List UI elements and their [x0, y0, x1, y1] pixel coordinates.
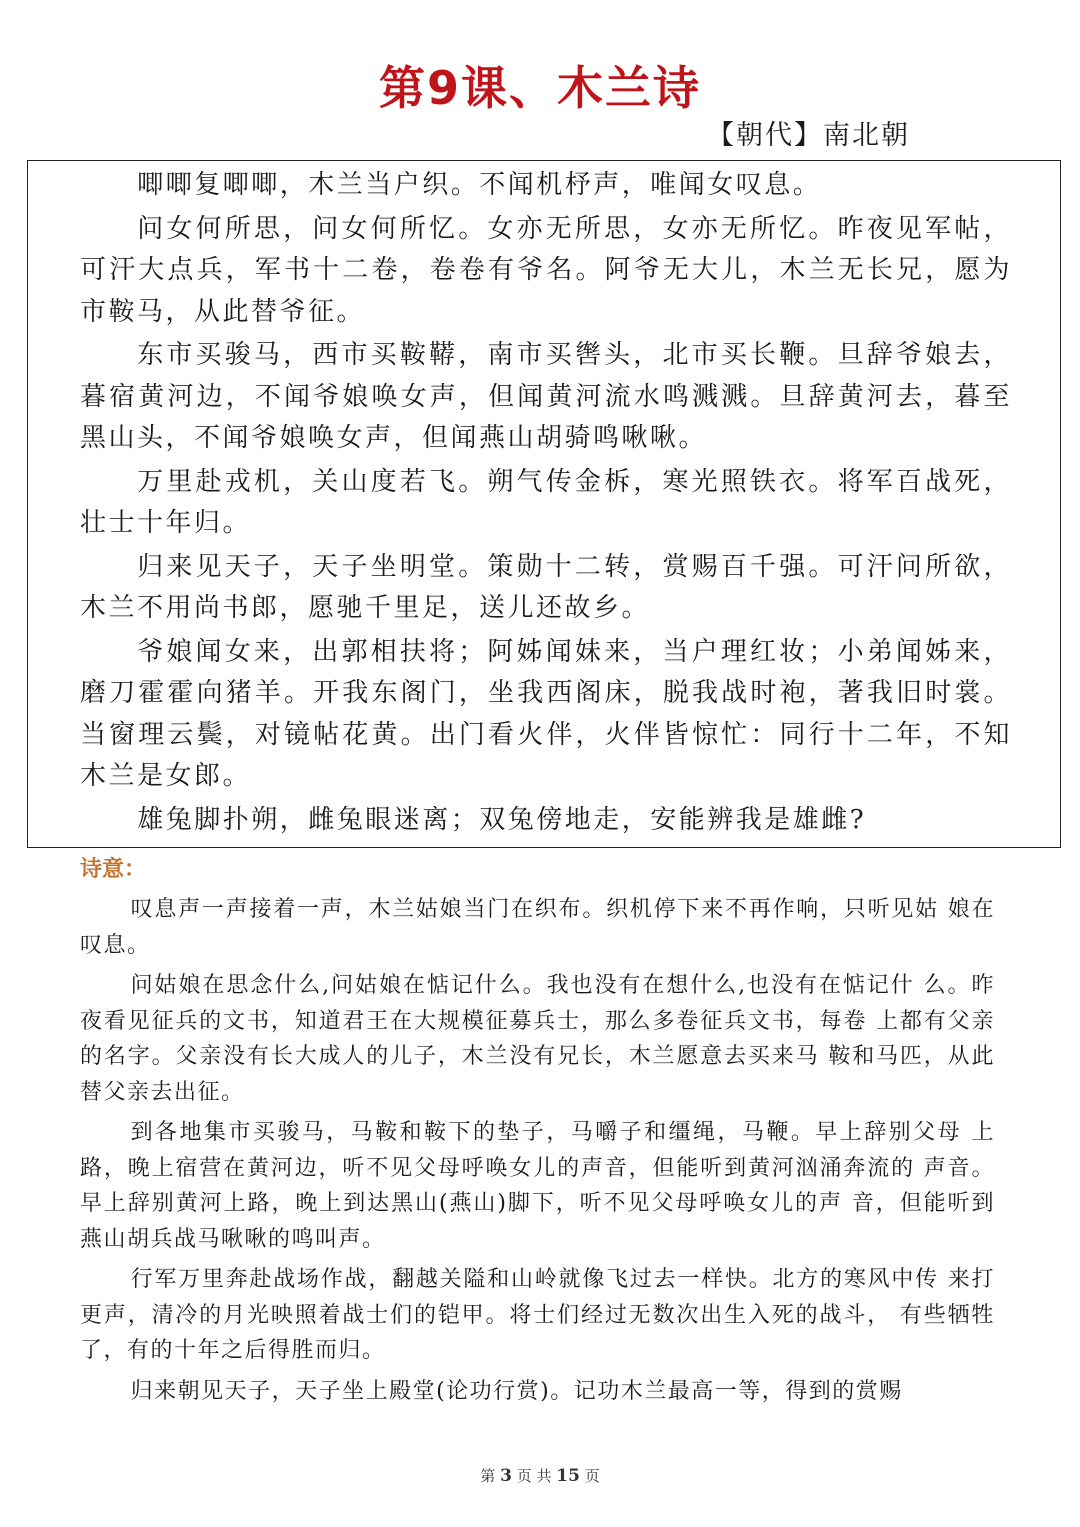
translation-paragraph: 行军万里奔赴战场作战，翻越关隘和山岭就像飞过去一样快。北方的寒风中传 来打更声，清冷的月光映照着战士们的铠甲。将士们经过无数次出生入死的战斗， 有些牺牲了，有的十年之后得胜而归。 — [80, 1267, 995, 1363]
translation-paragraph: 到各地集市买骏马，马鞍和鞍下的垫子，马嚼子和缰绳，马鞭。早上辞别父母 上路，晚上宿营在黄河边，听不见父母呼唤女儿的声音，但能听到黄河汹涌奔流的 声音。早上辞别黄河上路，晚上到达黑山(燕山)脚下，听不见父母呼唤女儿的声 音，但能听到燕山胡兵战马啾啾的鸣叫声。 — [80, 1120, 995, 1252]
poem-box — [27, 160, 1061, 848]
current-page-number: 3 — [500, 1466, 512, 1486]
total-pages-number: 15 — [556, 1466, 580, 1486]
poem-stanza: 东市买骏马，西市买鞍鞯，南市买辔头，北市买长鞭。旦辞爷娘去， 暮宿黄河边，不闻爷娘唤女声，但闻黄河流水鸣溅溅。旦辞黄河去，暮至 黑山头，不闻爷娘唤女声，但闻燕山胡骑鸣啾啾。 — [80, 340, 1012, 453]
poem-stanza: 万里赴戎机，关山度若飞。朔气传金柝，寒光照铁衣。将军百战死， 壮士十年归。 — [80, 466, 1012, 538]
dynasty-label: 【朝代】南北朝 — [707, 120, 910, 151]
footer-suffix: 页 — [584, 1467, 600, 1485]
poem-stanza: 归来见天子，天子坐明堂。策勋十二转，赏赐百千强。可汗问所欲， 木兰不用尚书郎，愿驰千里足，送儿还故乡。 — [80, 551, 1012, 623]
translation-paragraph: 问姑娘在思念什么,问姑娘在惦记什么。我也没有在想什么,也没有在惦记什 么。昨夜看见征兵的文书，知道君王在大规模征募兵士，那么多卷征兵文书，每卷 上都有父亲的名字。父亲没有长大成人的儿子，木兰没有兄长，木兰愿意去买来马 鞍和马匹，从此替父亲去出征。 — [80, 973, 995, 1105]
poem-stanza: 唧唧复唧唧，木兰当户织。不闻机杼声，唯闻女叹息。 — [137, 170, 822, 200]
page-footer — [0, 1464, 1080, 1488]
translation-paragraph: 叹息声一声接着一声，木兰姑娘当门在织布。织机停下来不再作响，只听见姑 娘在叹息。 — [80, 897, 995, 958]
poem-stanza: 爷娘闻女来，出郭相扶将；阿姊闻妹来，当户理红妆；小弟闻姊来， 磨刀霍霍向猪羊。开我东阁门，坐我西阁床，脱我战时袍，著我旧时裳。 当窗理云鬓，对镜帖花黄。出门看火伴，火伴皆惊忙：同行十二年，不知 木兰是女郎。 — [80, 636, 1012, 791]
poem-stanza: 问女何所思，问女何所忆。女亦无所思，女亦无所忆。昨夜见军帖， 可汗大点兵，军书十二卷，卷卷有爷名。阿爷无大儿，木兰无长兄，愿为 市鞍马，从此替爷征。 — [80, 213, 1012, 327]
lesson-title: 第9课、木兰诗 — [378, 61, 701, 115]
translation-heading: 诗意： — [80, 857, 147, 882]
footer-prefix: 第 — [480, 1467, 496, 1485]
translation-body — [80, 892, 995, 1414]
translation-paragraph: 归来朝见天子，天子坐上殿堂(论功行赏)。记功木兰最高一等，得到的赏赐 — [130, 1378, 903, 1404]
footer-middle: 页 共 — [516, 1467, 552, 1485]
poem-stanza: 雄兔脚扑朔，雌兔眼迷离；双兔傍地走，安能辨我是雄雌? — [137, 804, 867, 835]
